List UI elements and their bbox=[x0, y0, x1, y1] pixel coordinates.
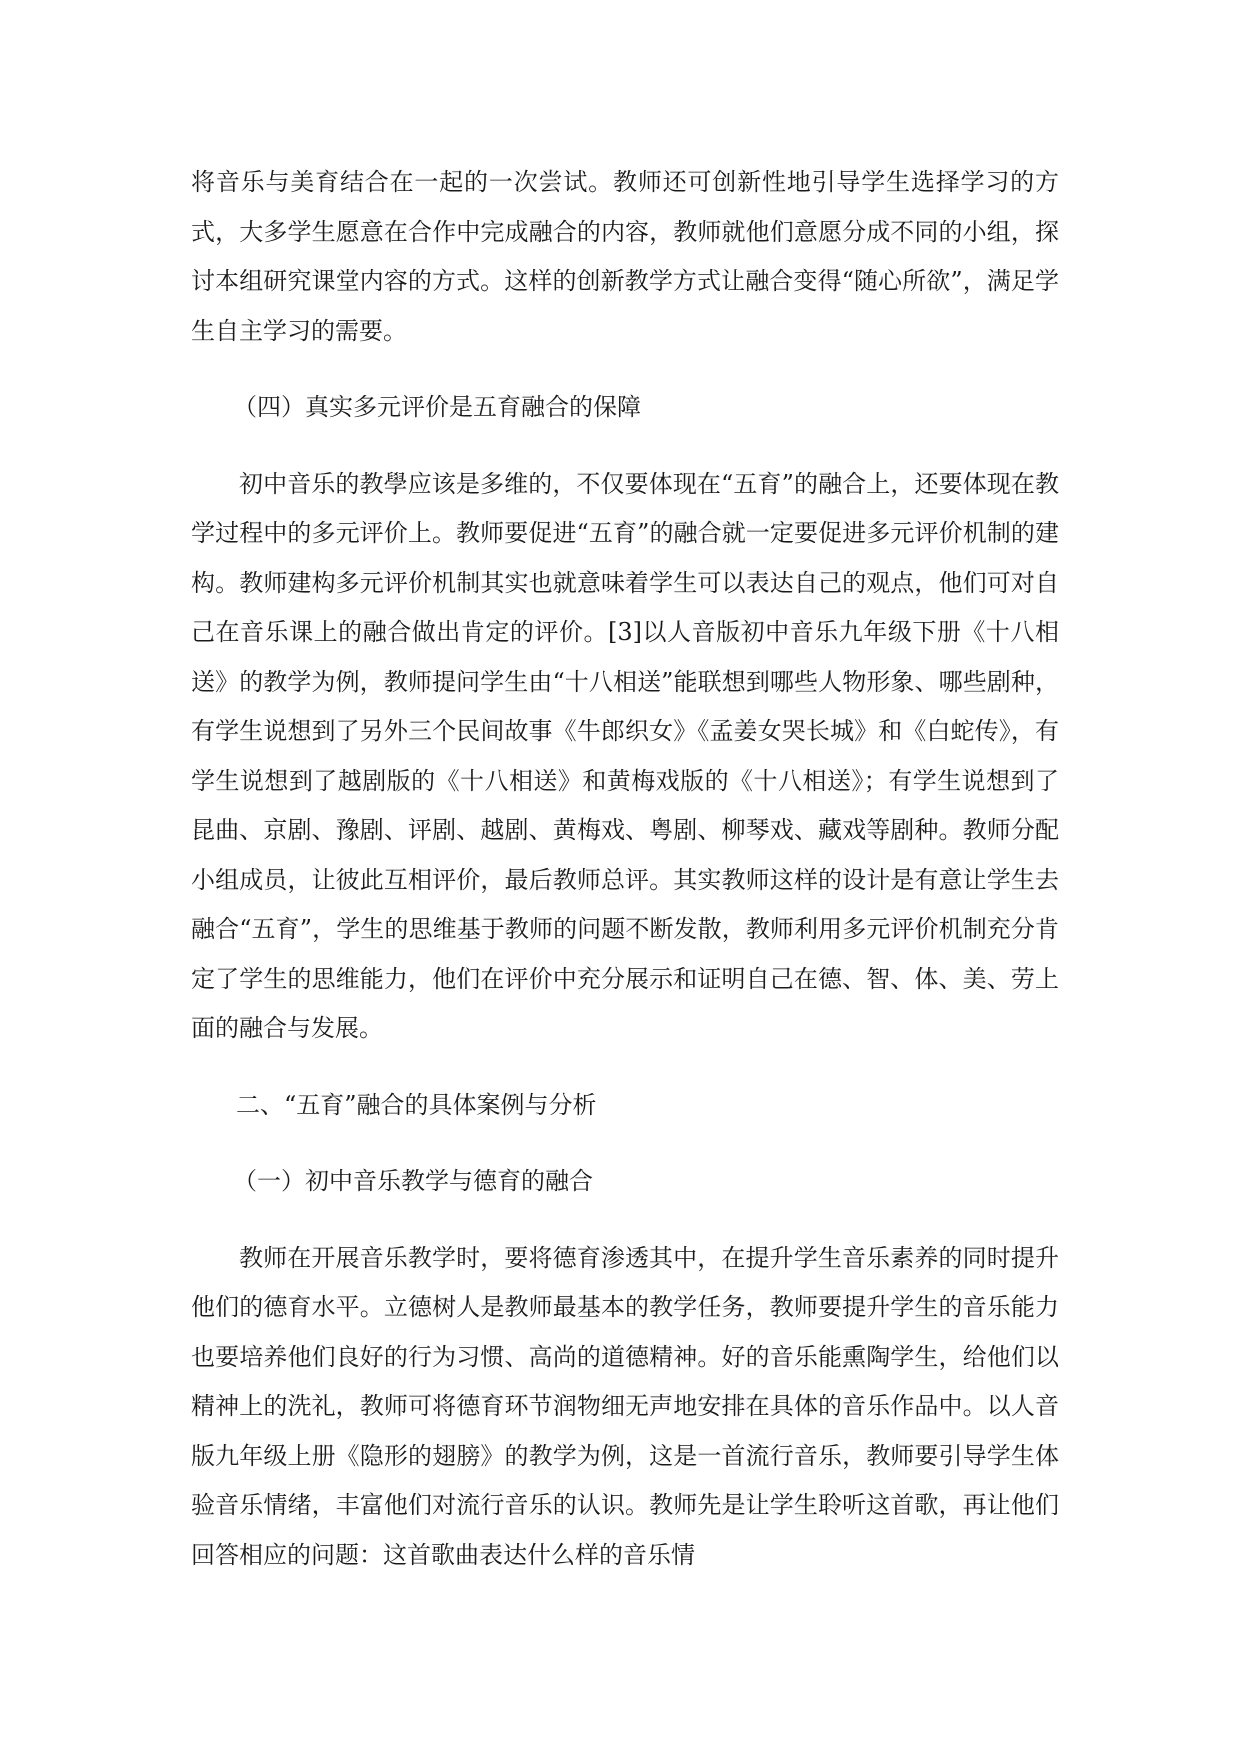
chapter-heading-two: 二、“五育”融合的具体案例与分析 bbox=[236, 1090, 597, 1119]
paragraph-continuation: 将音乐与美育结合在一起的一次尝试。教师还可创新性地引导学生选择学习的方式，大多学生愿意在合作中完成融合的内容，教师就他们意愿分成不同的小组，探讨本组研究课堂内容的方式。这样的创新教学方式让融合变得“随心所欲”，满足学生自主学习的需要。 bbox=[191, 168, 1059, 345]
section-heading-four: （四）真实多元评价是五育融合的保障 bbox=[233, 393, 641, 421]
paragraph-moral-education: 教师在开展音乐教学时，要将德育渗透其中，在提升学生音乐素养的同时提升他们的德育水平。立德树人是教师最基本的教学任务，教师要提升学生的音乐能力也要培养他们良好的行为习惯、高尚的道德精神。好的音乐能熏陶学生，给他们以精神上的洗礼，教师可将德育环节润物细无声地安排在具体的音乐作品中。以人音版九年级上册《隐形的翅膀》的教学为例，这是一首流行音乐，教师要引导学生体验音乐情绪，丰富他们对流行音乐的认识。教师先是让学生聆听这首歌，再让他们回答相应的问题：这首歌曲表达什么样的音乐情 bbox=[191, 1243, 1059, 1569]
document-body bbox=[191, 158, 1059, 1580]
spacer bbox=[191, 1130, 1059, 1157]
spacer bbox=[191, 356, 1059, 383]
paragraph-evaluation: 初中音乐的教學应该是多维的，不仅要体现在“五育”的融合上，还要体现在教学过程中的多元评价上。教师要促进“五育”的融合就一定要促进多元评价机制的建构。教师建构多元评价机制其实也就意味着学生可以表达自己的观点，他们可对自己在音乐课上的融合做出肯定的评价。[3]以人音版初中音乐九年级下册《十八相送》的教学为例，教师提问学生由“十八相送”能联想到哪些人物形象、哪些剧种，有学生说想到了另外三个民间故事《牛郎织女》《孟姜女哭长城》和《白蛇传》，有学生说想到了越剧版的《十八相送》和黄梅戏版的《十八相送》；有学生说想到了昆曲、京剧、豫剧、评剧、越剧、黄梅戏、粤剧、柳琴戏、藏戏等剧种。教师分配小组成员，让彼此互相评价，最后教师总评。其实教师这样的设计是有意让学生去融合“五育”，学生的思维基于教师的问题不断发散，教师利用多元评价机制充分肯定了学生的思维能力，他们在评价中充分展示和证明自己在德、智、体、美、劳上面的融合与发展。 bbox=[191, 469, 1059, 1042]
spacer bbox=[191, 1054, 1059, 1081]
section-heading-one: （一）初中音乐教学与德育的融合 bbox=[233, 1167, 593, 1195]
spacer bbox=[191, 1207, 1059, 1234]
spacer bbox=[191, 433, 1059, 460]
